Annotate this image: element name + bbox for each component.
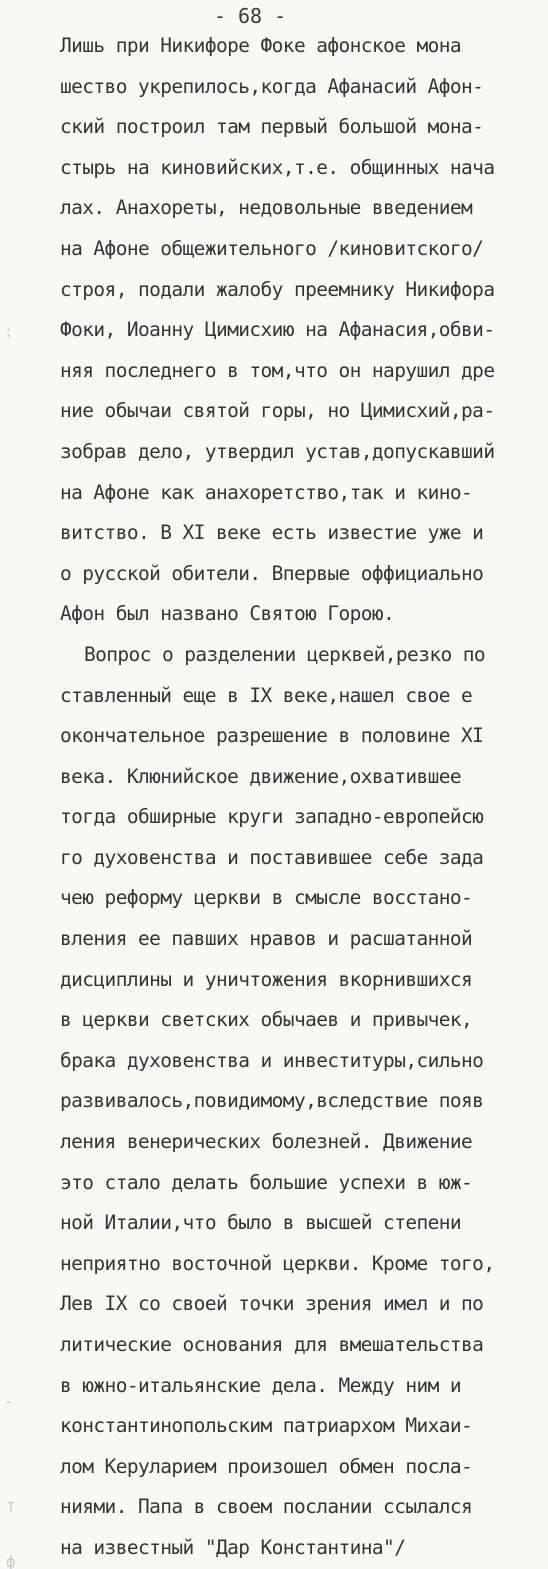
text-line: литические основания для вмешательства bbox=[60, 1333, 484, 1356]
text-line: го духовенства и поставившее себе зада bbox=[60, 846, 484, 869]
text-line: ский построил там первый большой мона- bbox=[60, 115, 484, 138]
text-line: в южно-итальянские дела. Между ним и bbox=[60, 1374, 462, 1397]
text-line: константинопольским патриархом Михаи- bbox=[60, 1414, 473, 1437]
text-line: в церкви светских обычаев и привычек, bbox=[60, 1008, 473, 1031]
text-line: развивалось,повидимому,вследствие появ bbox=[60, 1089, 484, 1112]
text-line: вления ее павших нравов и расшатанной bbox=[60, 927, 473, 950]
page-number: - 68 - bbox=[213, 4, 287, 28]
margin-mark: - bbox=[4, 1392, 14, 1411]
text-line: ставленный еще в IX веке,нашел свое е bbox=[60, 684, 473, 707]
text-line: ления венерических болезней. Движение bbox=[60, 1130, 473, 1153]
text-line: Афон был названо Святою Горою. bbox=[60, 602, 395, 625]
text-line: брака духовенства и инвеституры,сильно bbox=[60, 1049, 484, 1072]
text-line: дисциплины и уничтожения вкорнившихся bbox=[60, 968, 473, 991]
text-line: на Афоне как анахоретство,так и кино- bbox=[60, 481, 473, 504]
margin-mark: : bbox=[4, 322, 14, 341]
text-line: лах. Анахореты, недовольные введением bbox=[60, 196, 473, 219]
text-line: на Афоне общежительного /киновитского/ bbox=[60, 237, 484, 260]
text-line: века. Клюнийское движение,охватившее bbox=[60, 765, 462, 788]
text-line: строя, подали жалобу преемнику Никифора bbox=[60, 278, 495, 301]
text-line: няя последнего в том,что он нарушил дре bbox=[60, 359, 495, 382]
text-line: ной Италии,что было в высшей степени bbox=[60, 1211, 462, 1234]
text-line: шество укрепилось,когда Афанасий Афон- bbox=[60, 75, 484, 98]
text-line: Вопрос о разделении церквей,резко по bbox=[84, 643, 486, 666]
text-line: чею реформу церкви в смысле восстано- bbox=[60, 886, 473, 909]
margin-mark: т bbox=[6, 1496, 16, 1515]
text-line: зобрав дело, утвердил устав,допускавший bbox=[60, 440, 495, 463]
text-line: стырь на киновийских,т.е. общинных нача bbox=[60, 156, 495, 179]
text-line: Лишь при Никифоре Фоке афонское мона bbox=[60, 34, 462, 57]
text-line: это стало делать большие успехи в юж- bbox=[60, 1171, 473, 1194]
text-line: неприятно восточной церкви. Кроме того, bbox=[60, 1252, 495, 1275]
text-line: тогда обширные круги западно-европейсю bbox=[60, 805, 484, 828]
text-line: ниями. Папа в своем послании ссылался bbox=[60, 1495, 473, 1518]
text-line: окончательное разрешение в половине XI bbox=[60, 724, 484, 747]
text-line: витство. В XI веке есть известие уже и bbox=[60, 521, 484, 544]
text-line: лом Керуларием произошел обмен посла- bbox=[60, 1455, 473, 1478]
text-line: ние обычаи святой горы, но Цимисхий,ра- bbox=[60, 399, 495, 422]
margin-mark: ф bbox=[6, 1552, 16, 1569]
text-line: Фоки, Иоанну Цимисхию на Афанасия,обви- bbox=[60, 318, 495, 341]
text-line: о русской обители. Впервые оффициально bbox=[60, 562, 484, 585]
text-line: на известный "Дар Константина"/ bbox=[60, 1536, 406, 1559]
text-line: Лев IX со своей точки зрения имел и по bbox=[60, 1292, 484, 1315]
